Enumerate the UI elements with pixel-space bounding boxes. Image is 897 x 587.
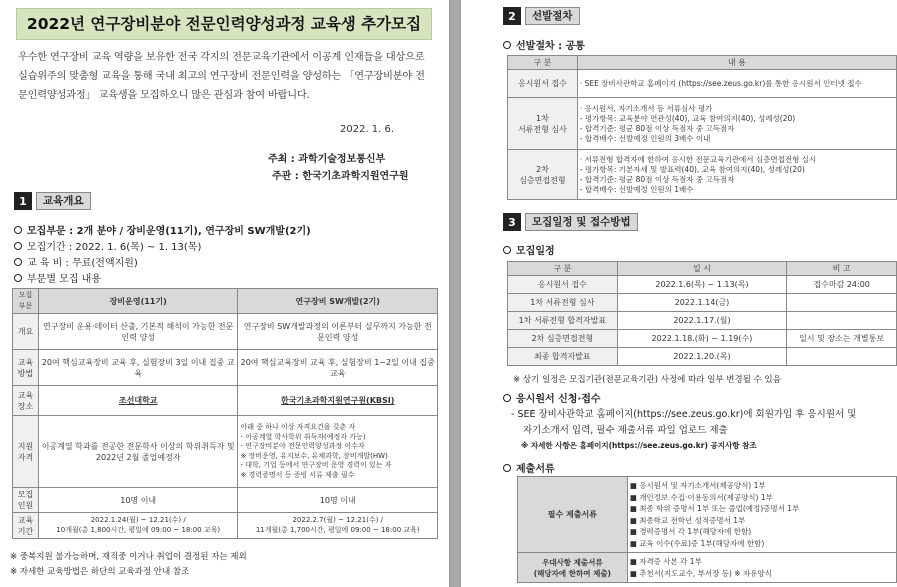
schedule-table (507, 261, 897, 366)
selection-process-table (507, 55, 897, 200)
section-3-heading (503, 213, 638, 231)
table-cell: 한국기초과학지원연구원(KBSI) (238, 386, 438, 416)
circle-bullet-icon (503, 394, 511, 402)
row-label: 1차 서류전형 심사 (508, 98, 578, 150)
row-label: 2차 심층면접전형 (508, 330, 618, 348)
table-cell: 2022.1.24(월) ~ 12.21(수) / 10개월(총 1,800시간, 평일에 09:00 ~ 18:00 교육) (38, 513, 238, 539)
row-label: 응시원서 접수 (508, 70, 578, 98)
table-cell: 2022.1.14(금) (617, 294, 787, 312)
table-cell: · 응시원서, 자기소개서 등 서류심사 평가 - 평가항목: 교육분야 연관성(40), 교육 참여의지(40), 성례성(20) - 합격기준: 평균 80점 이상 득점자 중 고득점자 - 합격배수: 선발예정 인원의 3배수 이내 (577, 98, 896, 150)
circle-bullet-icon (14, 274, 22, 282)
section-label: 교육개요 (36, 192, 91, 210)
row-label: 1차 서류전형 합격자발표 (508, 312, 618, 330)
footnote: ※ 중복지원 불가능하며, 재직중 이거나 취업이 결정된 자는 제외 (10, 552, 247, 562)
section-number: 3 (503, 213, 521, 231)
table-cell: · 서류전형 합격자에 한하여 응시한 전문교육기관에서 심층면접전형 실시 - 평가항목: 기본자세 및 발표력(40), 교육 참여의지(40), 성례성(20) - 합격기준: 평균 80점 이상 득점자 중 고득점자 - 합격배수: 선발예정 인원의 1배수 (577, 150, 896, 200)
table-cell: 2022.1.20.(목) (617, 348, 787, 366)
list-item: ■ 교육 이수(수료)증 1부(해당자에 한함) (629, 538, 765, 548)
recruitment-table (12, 288, 438, 539)
bullet-period: 모집기간 : 2022. 1. 6(목) ~ 1. 13(목) (14, 238, 201, 253)
table-cell: 20여 핵심교육장비 교육 후, 실험장비 3일 이내 집중 교육 (38, 350, 238, 386)
footnote: ※ 자세한 교육방법은 하단의 교육과정 안내 참조 (10, 567, 190, 577)
schedule-note: ※ 상기 일정은 모집기관(전문교육기관) 사정에 따라 일부 변경될 수 있음 (513, 375, 781, 385)
table-header: 구 분 (508, 262, 618, 276)
bullet-process: 선발절차 : 공통 (503, 37, 585, 52)
required-docs-cell (627, 477, 896, 553)
row-label: 모집 인원 (13, 488, 39, 513)
circle-bullet-icon (503, 246, 511, 254)
table-header: 구 분 (508, 56, 578, 70)
table-cell: 연구장비 SW개발과정의 이론부터 실무까지 가능한 전문인력 양성 (238, 314, 438, 350)
row-label: 우대사항 제출서류 (해당자에 한하여 제출) (518, 553, 628, 583)
table-header: 모집 부문 (13, 289, 39, 314)
bullet-apply: 응시원서 신청·접수 (503, 390, 601, 405)
table-cell: 10명 이내 (238, 488, 438, 513)
table-header: 비 고 (787, 262, 897, 276)
section-label: 선발절차 (525, 7, 580, 25)
table-cell: 2022.1.17.(월) (617, 312, 787, 330)
row-label: 응시원서 접수 (508, 276, 618, 294)
table-cell: 조선대학교 (38, 386, 238, 416)
table-cell (787, 312, 897, 330)
row-label: 교육 장소 (13, 386, 39, 416)
circle-bullet-icon (14, 226, 22, 234)
table-cell (787, 348, 897, 366)
row-label: 지원 자격 (13, 416, 39, 488)
table-cell: 이공계열 학과를 전공한 전문학사 이상의 학위취득자 및 2022년 2월 졸업예정자 (38, 416, 238, 488)
table-cell: 연구장비 운용·데이터 산출, 기본적 해석이 가능한 전문인력 양성 (38, 314, 238, 350)
table-header: 장비운영(11기) (38, 289, 238, 314)
right-page (460, 0, 897, 587)
table-header: 연구장비 SW개발(2기) (238, 289, 438, 314)
row-label: 2차 심층면접전형 (508, 150, 578, 200)
list-item: ■ 경력증명서 각 1부(해당자에 한함) (629, 527, 752, 536)
circle-bullet-icon (503, 41, 511, 49)
section-2-heading (503, 7, 580, 25)
organizer-host: 주관 : 한국기초과학지원연구원 (272, 171, 409, 182)
row-label: 교육 기간 (13, 513, 39, 539)
apply-text: - SEE 장비사관학교 홈페이지(https://see.zeus.go.kr)에 회원가입 후 응시원서 및 (511, 409, 857, 420)
section-1-heading (14, 192, 91, 210)
intro-paragraph: 우수한 연구장비 교육 역량을 보유한 전국 각지의 전문교육기관에서 이공계 인재들을 대상으로 실습위주의 맞춤형 교육을 통해 국내 최고의 연구장비 전문인력을 양성하는 「연구장비분야 전문인력양성과정」 교육생을 모집하오니 많은 관심과 참여 바랍니다. (18, 52, 425, 101)
circle-bullet-icon (503, 464, 511, 472)
table-cell: 일시 및 장소는 개별통보 (787, 330, 897, 348)
list-item: ■ 개인정보 수집·이용동의서(제공양식) 1부 (629, 492, 773, 502)
table-cell: 20여 핵심교육장비 교육 후, 실험장비 1~2일 이내 집중 교육 (238, 350, 438, 386)
row-label: 개요 (13, 314, 39, 350)
section-number: 1 (14, 192, 32, 210)
circle-bullet-icon (14, 258, 22, 266)
optional-docs-cell (627, 553, 896, 583)
documents-table (517, 476, 897, 583)
apply-note: ※ 자세한 사항은 홈페이지(https://see.zeus.go.kr) 공지사항 참조 (521, 441, 757, 450)
bullet-documents: 제출서류 (503, 460, 555, 475)
table-cell: 2022.2.7(월) ~ 12.21(수) / 11개월(총 1,700시간, 평일에 09:00 ~ 18:00 교육) (238, 513, 438, 539)
table-cell: 2022.1.6(목) ~ 1.13(목) (617, 276, 787, 294)
table-cell: 10명 이내 (38, 488, 238, 513)
row-label: 교육 방법 (13, 350, 39, 386)
section-number: 2 (503, 7, 521, 25)
table-header: 내 용 (577, 56, 896, 70)
table-cell: 아래 중 하나 이상 자격요건을 갖춘 자 - 이공계열 학사학위 취득자(예정자 가능) - 연구장비분야 전문인력양성과정 이수자 ※ 장비운영, 유지보수, 유체과학, 장비개발(HW) - 대학, 기업 등에서 연구장비 운영 경력이 있는 자 ※ 경력증명서 등 증빙 서류 제출 필수 (238, 416, 438, 488)
bullet-fee: 교 육 비 : 무료(전액지원) (14, 254, 138, 269)
bullet-detail: 부문별 모집 내용 (14, 270, 101, 285)
table-cell: · SEE 장비사관학교 홈페이지 (https://see.zeus.go.kr)를 통한 응시원서 인터넷 접수 (577, 70, 896, 98)
announcement-date: 2022. 1. 6. (340, 124, 395, 135)
organizer-main: 주최 : 과학기술정보통신부 (268, 154, 386, 165)
row-label: 1차 서류전형 심사 (508, 294, 618, 312)
bullet-field: 모집부문 : 2개 분야 / 장비운영(11기), 연구장비 SW개발(2기) (14, 222, 311, 237)
table-header: 일 시 (617, 262, 787, 276)
row-label: 최종 합격자발표 (508, 348, 618, 366)
list-item: ■ 추천서(지도교수, 부서장 등) ※ 자유양식 (629, 568, 772, 578)
row-label: 필수 제출서류 (518, 477, 628, 553)
apply-text: 자기소개서 입력, 필수 제출서류 파일 업로드 제출 (523, 425, 728, 436)
section-label: 모집일정 및 접수방법 (525, 213, 638, 231)
table-cell: 접수마감 24:00 (787, 276, 897, 294)
list-item: ■ 자격증 사본 각 1부 (629, 557, 702, 566)
list-item: ■ 최종학교 전학년 성적증명서 1부 (629, 515, 746, 525)
circle-bullet-icon (14, 242, 22, 250)
list-item: ■ 응시원서 및 자기소개서(제공양식) 1부 (629, 481, 766, 490)
table-cell (787, 294, 897, 312)
page-gutter (450, 0, 460, 587)
table-cell: 2022.1.18.(화) ~ 1.19(수) (617, 330, 787, 348)
document-title: 2022년 연구장비분야 전문인력양성과정 교육생 추가모집 (16, 8, 432, 40)
list-item: ■ 최종 학위 증명서 1부 또는 졸업(예정)증명서 1부 (629, 504, 800, 513)
bullet-schedule: 모집일정 (503, 242, 555, 257)
